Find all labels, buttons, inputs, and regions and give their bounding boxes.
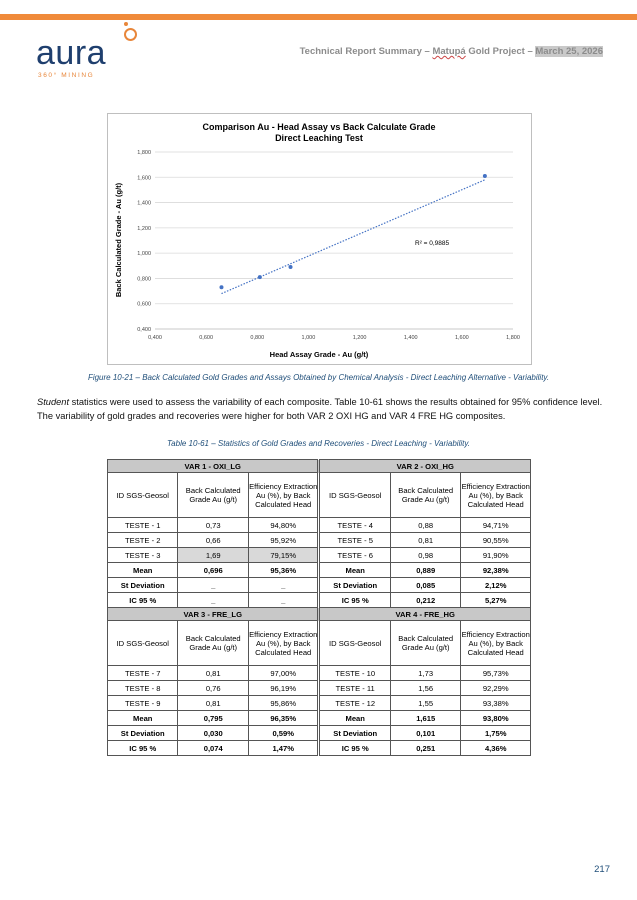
table-cell: 0,98: [390, 548, 460, 563]
x-tick-label: 0,800: [250, 335, 265, 341]
table-stat-row: [108, 711, 531, 726]
table-cell: 0,889: [390, 563, 460, 578]
table-cell: IC 95 %: [108, 741, 178, 756]
table-cell: TESTE - 6: [320, 548, 390, 563]
logo-ring-icon: [124, 28, 137, 41]
table-cell: TESTE - 1: [108, 518, 178, 533]
col-header-eff: Efficiency Extraction Au (%), by Back Calculated Head: [248, 621, 318, 666]
table-stat-row: [108, 593, 531, 608]
logo-tagline: 360° MINING: [38, 72, 95, 79]
table-row: [108, 533, 531, 548]
x-tick-label: 0,600: [199, 335, 214, 341]
table-cell: 93,38%: [461, 696, 531, 711]
table-row: [108, 681, 531, 696]
chart-points: [219, 174, 486, 289]
table-cell: 0,66: [178, 533, 248, 548]
table-cell: _: [248, 578, 318, 593]
report-header-title: [300, 46, 603, 57]
table-caption: Table 10-61 – Statistics of Gold Grades and Recoveries - Direct Leaching - Variability.: [167, 439, 470, 448]
table-cell: 93,80%: [461, 711, 531, 726]
chart-ticks: [137, 150, 520, 341]
x-tick-label: 1,200: [352, 335, 367, 341]
header-accent-bar: [0, 14, 637, 20]
table-cell: St Deviation: [108, 726, 178, 741]
table-cell: St Deviation: [320, 726, 390, 741]
header-project-name: Matupá: [432, 46, 466, 57]
table-cell: 94,80%: [248, 518, 318, 533]
table-cell: _: [178, 578, 248, 593]
header-title-middle: Gold Project –: [465, 46, 536, 57]
scatter-chart: [107, 113, 532, 365]
table-cell: 0,81: [390, 533, 460, 548]
table-cell: 0,81: [178, 696, 248, 711]
table-cell: 5,27%: [461, 593, 531, 608]
table-cell: 4,36%: [461, 741, 531, 756]
block-title-right: VAR 2 - OXI_HG: [320, 460, 531, 473]
table-section-row: [108, 608, 531, 621]
table-cell: 2,12%: [461, 578, 531, 593]
col-header-grade: Back Calculated Grade Au (g/t): [178, 473, 248, 518]
table-cell: TESTE - 3: [108, 548, 178, 563]
table-cell: IC 95 %: [320, 741, 390, 756]
chart-subtitle: Direct Leaching Test: [275, 133, 363, 143]
y-tick-label: 0,600: [137, 301, 151, 308]
table-stat-row: [108, 726, 531, 741]
table-cell: TESTE - 4: [320, 518, 390, 533]
table-cell: _: [178, 593, 248, 608]
table-cell: 92,29%: [461, 681, 531, 696]
header-date: March 25, 2026: [535, 46, 603, 57]
paragraph-italic-lead: Student: [37, 397, 70, 407]
data-point: [219, 285, 223, 289]
table-cell: 0,81: [178, 666, 248, 681]
table-cell: 0,085: [390, 578, 460, 593]
x-tick-label: 0,400: [148, 335, 162, 341]
table-cell: 97,00%: [248, 666, 318, 681]
table-cell: 0,88: [390, 518, 460, 533]
table-cell: 1,55: [390, 696, 460, 711]
col-header-id: ID SGS-Geosol: [320, 621, 390, 666]
body-paragraph: [37, 396, 607, 423]
table-cell: 0,074: [178, 741, 248, 756]
paragraph-text: statistics were used to assess the variability of each composite. Table 10-61 shows the results obtained for 95% confidence level. The variability of gold grades and recoveries were higher for both VAR 2 OXI HG and VAR 4 FRE HG composites.: [37, 397, 603, 421]
table-cell: 96,35%: [248, 711, 318, 726]
y-tick-label: 0,800: [137, 276, 151, 283]
table-cell: Mean: [320, 711, 390, 726]
table-cell: St Deviation: [320, 578, 390, 593]
table-cell: TESTE - 5: [320, 533, 390, 548]
x-tick-label: 1,800: [506, 335, 520, 341]
col-header-eff: Efficiency Extraction Au (%), by Back Calculated Head: [461, 473, 531, 518]
table-cell: Mean: [108, 711, 178, 726]
table-cell: Mean: [108, 563, 178, 578]
y-tick-label: 1,400: [137, 200, 151, 207]
x-tick-label: 1,400: [403, 335, 418, 341]
table-cell: 95,86%: [248, 696, 318, 711]
table-section-row: [108, 460, 531, 473]
table-header-row: [108, 473, 531, 518]
table-cell: 1,47%: [248, 741, 318, 756]
table-cell: 79,15%: [248, 548, 318, 563]
table-cell: TESTE - 2: [108, 533, 178, 548]
table-cell: _: [248, 593, 318, 608]
aura-logo: [36, 22, 156, 82]
table-cell: TESTE - 10: [320, 666, 390, 681]
block-title-right: VAR 4 - FRE_HG: [320, 608, 531, 621]
logo-dot-icon: [124, 22, 128, 26]
table-row: [108, 666, 531, 681]
table-cell: 90,55%: [461, 533, 531, 548]
table-cell: TESTE - 11: [320, 681, 390, 696]
col-header-eff: Efficiency Extraction Au (%), by Back Calculated Head: [248, 473, 318, 518]
table-cell: 1,75%: [461, 726, 531, 741]
table-row: [108, 518, 531, 533]
y-tick-label: 0,400: [137, 327, 151, 333]
data-point: [289, 265, 293, 269]
table-cell: TESTE - 12: [320, 696, 390, 711]
table-cell: 0,73: [178, 518, 248, 533]
data-point: [483, 174, 487, 178]
page-number: 217: [594, 864, 610, 875]
y-tick-label: 1,200: [137, 225, 151, 232]
table-stat-row: [108, 741, 531, 756]
table-cell: 94,71%: [461, 518, 531, 533]
table-cell: TESTE - 7: [108, 666, 178, 681]
col-header-id: ID SGS-Geosol: [320, 473, 390, 518]
col-header-grade: Back Calculated Grade Au (g/t): [178, 621, 248, 666]
table-cell: St Deviation: [108, 578, 178, 593]
table-header-row: [108, 621, 531, 666]
table-cell: 0,030: [178, 726, 248, 741]
table-cell: 95,73%: [461, 666, 531, 681]
y-tick-label: 1,600: [137, 175, 151, 182]
chart-svg: [108, 114, 531, 364]
col-header-id: ID SGS-Geosol: [108, 621, 178, 666]
table-cell: 1,615: [390, 711, 460, 726]
statistics-table: [107, 459, 531, 756]
table-cell: 0,251: [390, 741, 460, 756]
chart-title: Comparison Au - Head Assay vs Back Calculate Grade: [202, 122, 436, 132]
table-cell: IC 95 %: [320, 593, 390, 608]
table-cell: 0,76: [178, 681, 248, 696]
col-header-eff: Efficiency Extraction Au (%), by Back Calculated Head: [461, 621, 531, 666]
chart-ylabel: Back Calculated Grade - Au (g/t): [114, 182, 123, 298]
table-cell: 0,795: [178, 711, 248, 726]
table-stat-row: [108, 563, 531, 578]
table-cell: 0,696: [178, 563, 248, 578]
logo-wordmark: aura: [36, 34, 107, 72]
table-cell: 1,73: [390, 666, 460, 681]
table-cell: IC 95 %: [108, 593, 178, 608]
table-cell: 0,59%: [248, 726, 318, 741]
col-header-grade: Back Calculated Grade Au (g/t): [390, 473, 460, 518]
table-row: [108, 696, 531, 711]
table-cell: 0,101: [390, 726, 460, 741]
table-row: [108, 548, 531, 563]
header-title-prefix: Technical Report Summary –: [299, 46, 433, 57]
col-header-grade: Back Calculated Grade Au (g/t): [390, 621, 460, 666]
table-cell: 1,69: [178, 548, 248, 563]
table-cell: 96,19%: [248, 681, 318, 696]
y-tick-label: 1,000: [137, 251, 151, 258]
x-tick-label: 1,600: [454, 335, 469, 341]
table-cell: 92,38%: [461, 563, 531, 578]
table-cell: 0,212: [390, 593, 460, 608]
figure-caption: Figure 10-21 – Back Calculated Gold Grades and Assays Obtained by Chemical Analysis - Direct Leaching Alternative - Variability.: [87, 373, 550, 382]
table-cell: 95,92%: [248, 533, 318, 548]
table-cell: 1,56: [390, 681, 460, 696]
block-title-left: VAR 3 - FRE_LG: [108, 608, 318, 621]
col-header-id: ID SGS-Geosol: [108, 473, 178, 518]
table-cell: 91,90%: [461, 548, 531, 563]
chart-xlabel: Head Assay Grade - Au (g/t): [269, 350, 369, 359]
table-cell: TESTE - 9: [108, 696, 178, 711]
data-point: [258, 275, 262, 279]
table-cell: Mean: [320, 563, 390, 578]
table-stat-row: [108, 578, 531, 593]
chart-gridlines: [155, 152, 513, 329]
table-cell: TESTE - 8: [108, 681, 178, 696]
chart-r2-label: R² = 0,9885: [415, 240, 450, 247]
y-tick-label: 1,800: [137, 150, 151, 156]
block-title-left: VAR 1 - OXI_LG: [108, 460, 318, 473]
table-cell: 95,36%: [248, 563, 318, 578]
x-tick-label: 1,000: [301, 335, 316, 341]
